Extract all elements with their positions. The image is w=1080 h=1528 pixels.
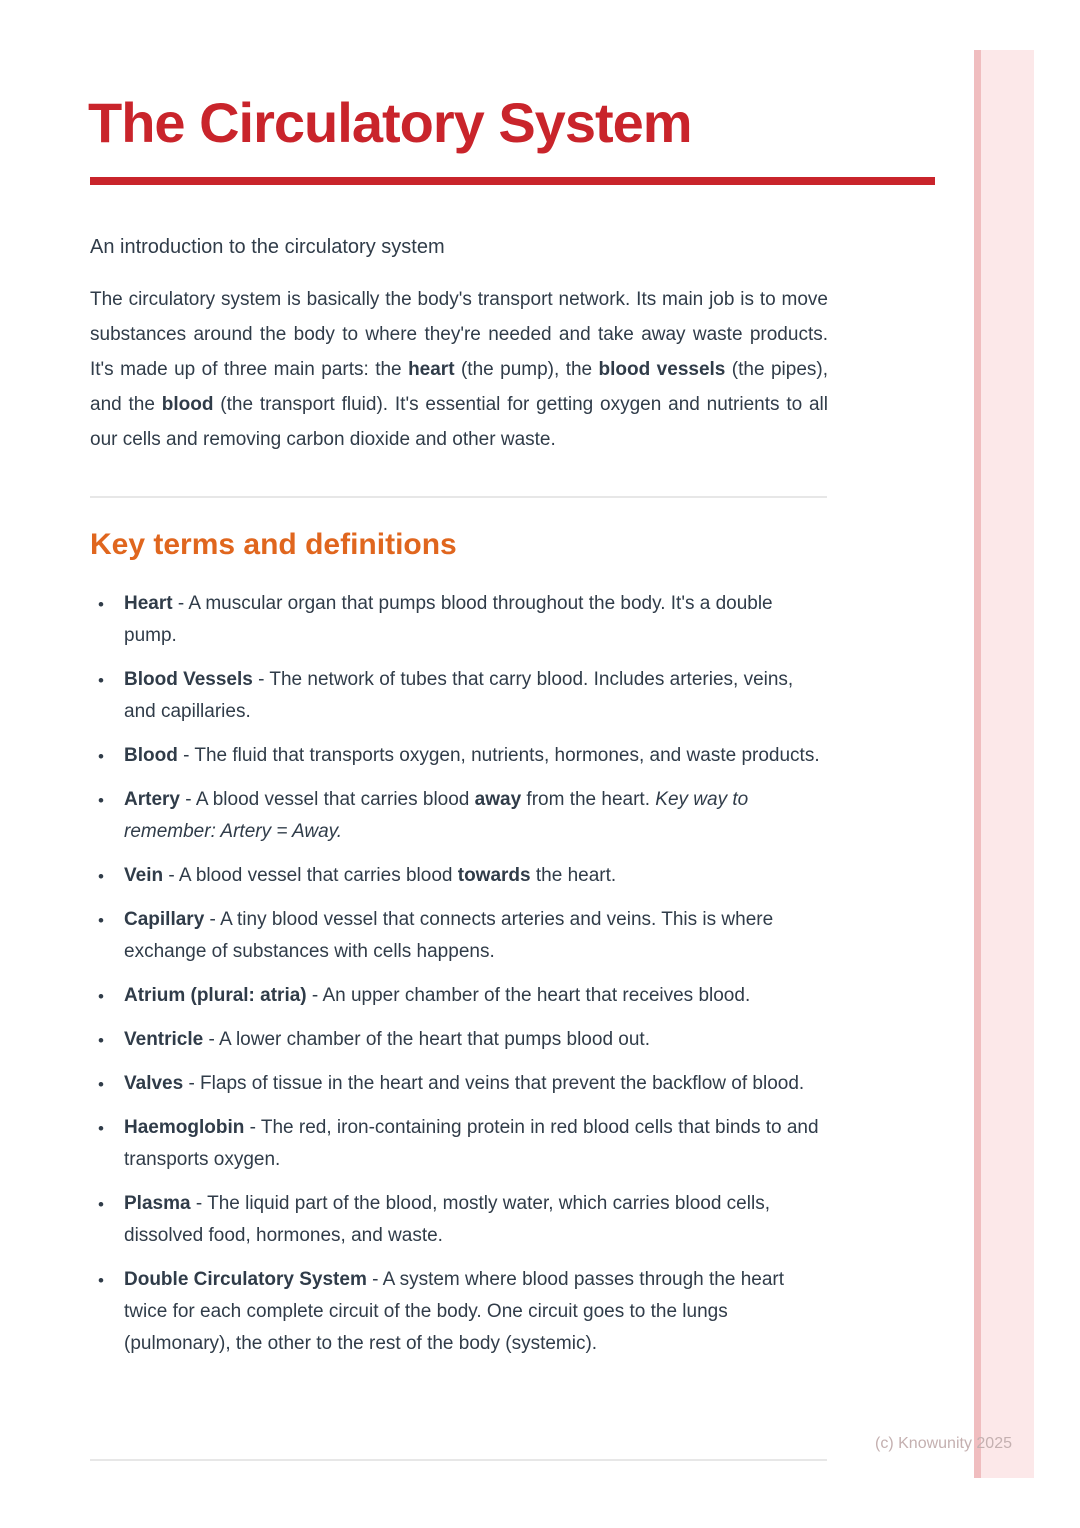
bullet-icon: • <box>98 867 104 886</box>
term-name: Valves <box>124 1073 184 1094</box>
term-definition: - A blood vessel that carries blood away from the heart. Key way to remember: Artery = Away. <box>124 789 749 842</box>
bullet-icon: • <box>98 911 104 930</box>
term-definition: - Flaps of tissue in the heart and veins that prevent the backflow of blood. <box>183 1073 805 1094</box>
bullet-icon: • <box>98 671 104 690</box>
term-list-item <box>90 1112 830 1176</box>
term-definition: - An upper chamber of the heart that receives blood. <box>306 985 751 1006</box>
term-definition: - A tiny blood vessel that connects arteries and veins. This is where exchange of substances with cells happens. <box>124 909 774 962</box>
term-list-item <box>90 784 830 848</box>
bullet-icon: • <box>98 1195 104 1214</box>
term-definition: - A blood vessel that carries blood towards the heart. <box>163 865 617 886</box>
page-edge-decoration <box>974 50 1034 1478</box>
term-definition: - A system where blood passes through the heart twice for each complete circuit of the body. One circuit goes to the lungs (pulmonary), the other to the rest of the body (systemic). <box>124 1269 785 1354</box>
copyright-watermark: (c) Knowunity 2025 <box>875 1435 1012 1452</box>
term-list-item <box>90 740 830 772</box>
bullet-icon: • <box>98 1031 104 1050</box>
term-name: Atrium (plural: atria) <box>124 985 307 1006</box>
term-name: Heart <box>124 593 173 614</box>
term-list-item <box>90 664 830 728</box>
bullet-icon: • <box>98 791 104 810</box>
term-list-item <box>90 1188 830 1252</box>
term-name: Ventricle <box>124 1029 204 1050</box>
term-definition: - A muscular organ that pumps blood throughout the body. It's a double pump. <box>124 593 773 646</box>
term-definition: - The liquid part of the blood, mostly water, which carries blood cells, dissolved food, hormones, and waste. <box>124 1193 770 1246</box>
term-list-item <box>90 860 830 892</box>
bullet-icon: • <box>98 1119 104 1138</box>
term-definition: - The red, iron-containing protein in red blood cells that binds to and transports oxygen. <box>124 1117 819 1170</box>
term-list-item <box>90 1264 830 1360</box>
term-list-item <box>90 588 830 652</box>
term-name: Blood Vessels <box>124 669 253 690</box>
section-divider-top <box>90 496 827 498</box>
term-list-item <box>90 1068 830 1100</box>
term-definition: - A lower chamber of the heart that pumps blood out. <box>203 1029 650 1050</box>
term-list-item <box>90 1024 830 1056</box>
intro-paragraph: The circulatory system is basically the body's transport network. Its main job is to move substances around the body to where they're needed and take away waste products. It's made up of three main parts: the heart (the pump), the blood vessels (the pipes), and the blood (the transport fluid). It's essential for getting oxygen and nutrients to all our cells and removing carbon dioxide and other waste. <box>90 289 829 450</box>
term-definition: - The fluid that transports oxygen, nutrients, hormones, and waste products. <box>177 745 820 766</box>
bullet-icon: • <box>98 987 104 1006</box>
term-name: Haemoglobin <box>124 1117 245 1138</box>
section-divider-bottom <box>90 1459 827 1461</box>
term-name: Double Circulatory System <box>124 1269 367 1290</box>
bullet-icon: • <box>98 747 104 766</box>
term-list-item <box>90 980 830 1012</box>
intro-line: An introduction to the circulatory system <box>90 236 445 258</box>
term-name: Vein <box>124 865 164 886</box>
bullet-icon: • <box>98 1271 104 1290</box>
term-name: Blood <box>124 745 178 766</box>
bullet-icon: • <box>98 595 104 614</box>
term-list-item <box>90 904 830 968</box>
term-name: Capillary <box>124 909 205 930</box>
terms-list <box>90 588 830 1372</box>
section-heading: Key terms and definitions <box>90 528 457 561</box>
term-name: Artery <box>124 789 180 810</box>
title-underline-rule <box>90 177 935 185</box>
page-title: The Circulatory System <box>88 91 692 154</box>
term-definition: - The network of tubes that carry blood. Includes arteries, veins, and capillaries. <box>124 669 794 722</box>
term-name: Plasma <box>124 1193 191 1214</box>
bullet-icon: • <box>98 1075 104 1094</box>
